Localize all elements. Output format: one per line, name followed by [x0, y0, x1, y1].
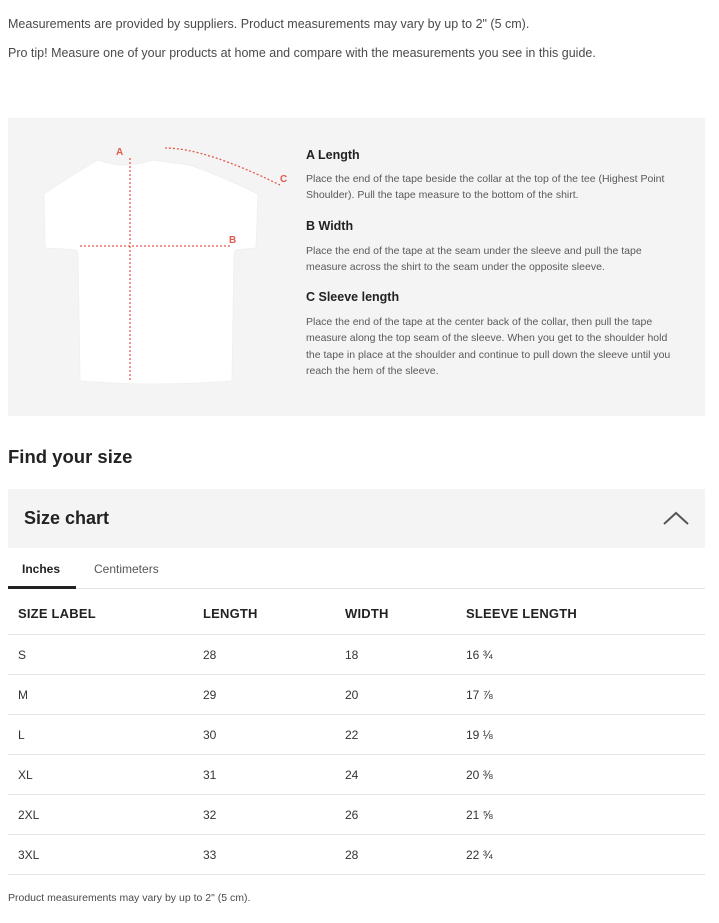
- length-description: Place the end of the tape beside the collar at the top of the tee (Highest Point Shoulder). Pull the tape measure to the bottom of the shirt.: [306, 173, 665, 202]
- label-a: A: [116, 147, 124, 158]
- cell-length: 29: [203, 688, 217, 702]
- tab-centimeters[interactable]: Centimeters: [94, 562, 159, 576]
- size-table: [8, 594, 705, 875]
- sleeve-length-title: C Sleeve length: [306, 290, 400, 304]
- cell-size-label: XL: [18, 768, 33, 782]
- cell-length: 32: [203, 808, 217, 822]
- intro-text-pro-tip: Pro tip! Measure one of your products at home and compare with the measurements you see in this guide.: [8, 46, 596, 60]
- cell-sleeve-length: 22 ¾: [466, 848, 493, 862]
- cell-sleeve-length: 16 ¾: [466, 648, 493, 662]
- tab-inches[interactable]: Inches: [22, 562, 61, 576]
- column-header-width: WIDTH: [345, 606, 389, 621]
- cell-size-label: L: [18, 728, 25, 742]
- table-row: [8, 755, 705, 795]
- measurement-footnote: Product measurements may vary by up to 2" (5 cm).: [8, 892, 251, 904]
- cell-size-label: 3XL: [18, 848, 40, 862]
- cell-sleeve-length: 21 ⅝: [466, 808, 493, 822]
- unit-tabs: [8, 549, 705, 589]
- tshirt-shape: [44, 160, 258, 384]
- table-row: [8, 715, 705, 755]
- column-header-sleeve-length: SLEEVE LENGTH: [466, 606, 577, 621]
- size-chart-title: Size chart: [24, 508, 110, 528]
- table-header-row: [8, 594, 705, 635]
- cell-size-label: M: [18, 688, 28, 702]
- measurement-guide: [8, 118, 705, 416]
- table-row: [8, 675, 705, 715]
- table-row: [8, 835, 705, 875]
- width-description: Place the end of the tape at the seam under the sleeve and pull the tape measure across the shirt to the seam under the opposite sleeve.: [306, 245, 642, 274]
- cell-length: 33: [203, 848, 217, 862]
- width-title: B Width: [306, 219, 354, 233]
- size-chart-accordion-header[interactable]: [8, 489, 705, 548]
- intro-text-suppliers: Measurements are provided by suppliers. Product measurements may vary by up to 2" (5 cm).: [8, 17, 530, 31]
- sleeve-length-description: Place the end of the tape at the center back of the collar, then pull the tape measure along the top seam of the sleeve. When you get to the shoulder hold the tape in place at the shoulder and continue to pull down the sleeve until you reach the hem of the sleeve.: [306, 316, 671, 377]
- cell-length: 31: [203, 768, 217, 782]
- cell-size-label: S: [18, 648, 27, 662]
- cell-width: 22: [345, 728, 359, 742]
- label-c: C: [280, 174, 288, 185]
- cell-sleeve-length: 20 ⅜: [466, 768, 493, 782]
- cell-sleeve-length: 19 ⅛: [466, 728, 493, 742]
- find-your-size-heading: Find your size: [8, 446, 133, 467]
- chevron-up-icon[interactable]: [661, 508, 691, 528]
- cell-width: 28: [345, 848, 359, 862]
- active-tab-indicator: [8, 586, 76, 589]
- column-header-size-label: SIZE LABEL: [18, 606, 96, 621]
- label-b: B: [229, 235, 237, 246]
- cell-width: 26: [345, 808, 359, 822]
- table-row: [8, 795, 705, 835]
- cell-width: 18: [345, 648, 359, 662]
- length-title: A Length: [306, 148, 360, 162]
- cell-width: 24: [345, 768, 359, 782]
- cell-length: 30: [203, 728, 217, 742]
- cell-width: 20: [345, 688, 359, 702]
- cell-sleeve-length: 17 ⅞: [466, 688, 493, 702]
- cell-size-label: 2XL: [18, 808, 40, 822]
- cell-length: 28: [203, 648, 217, 662]
- tshirt-measure-illustration: [30, 138, 300, 398]
- table-row: [8, 635, 705, 675]
- column-header-length: LENGTH: [203, 606, 258, 621]
